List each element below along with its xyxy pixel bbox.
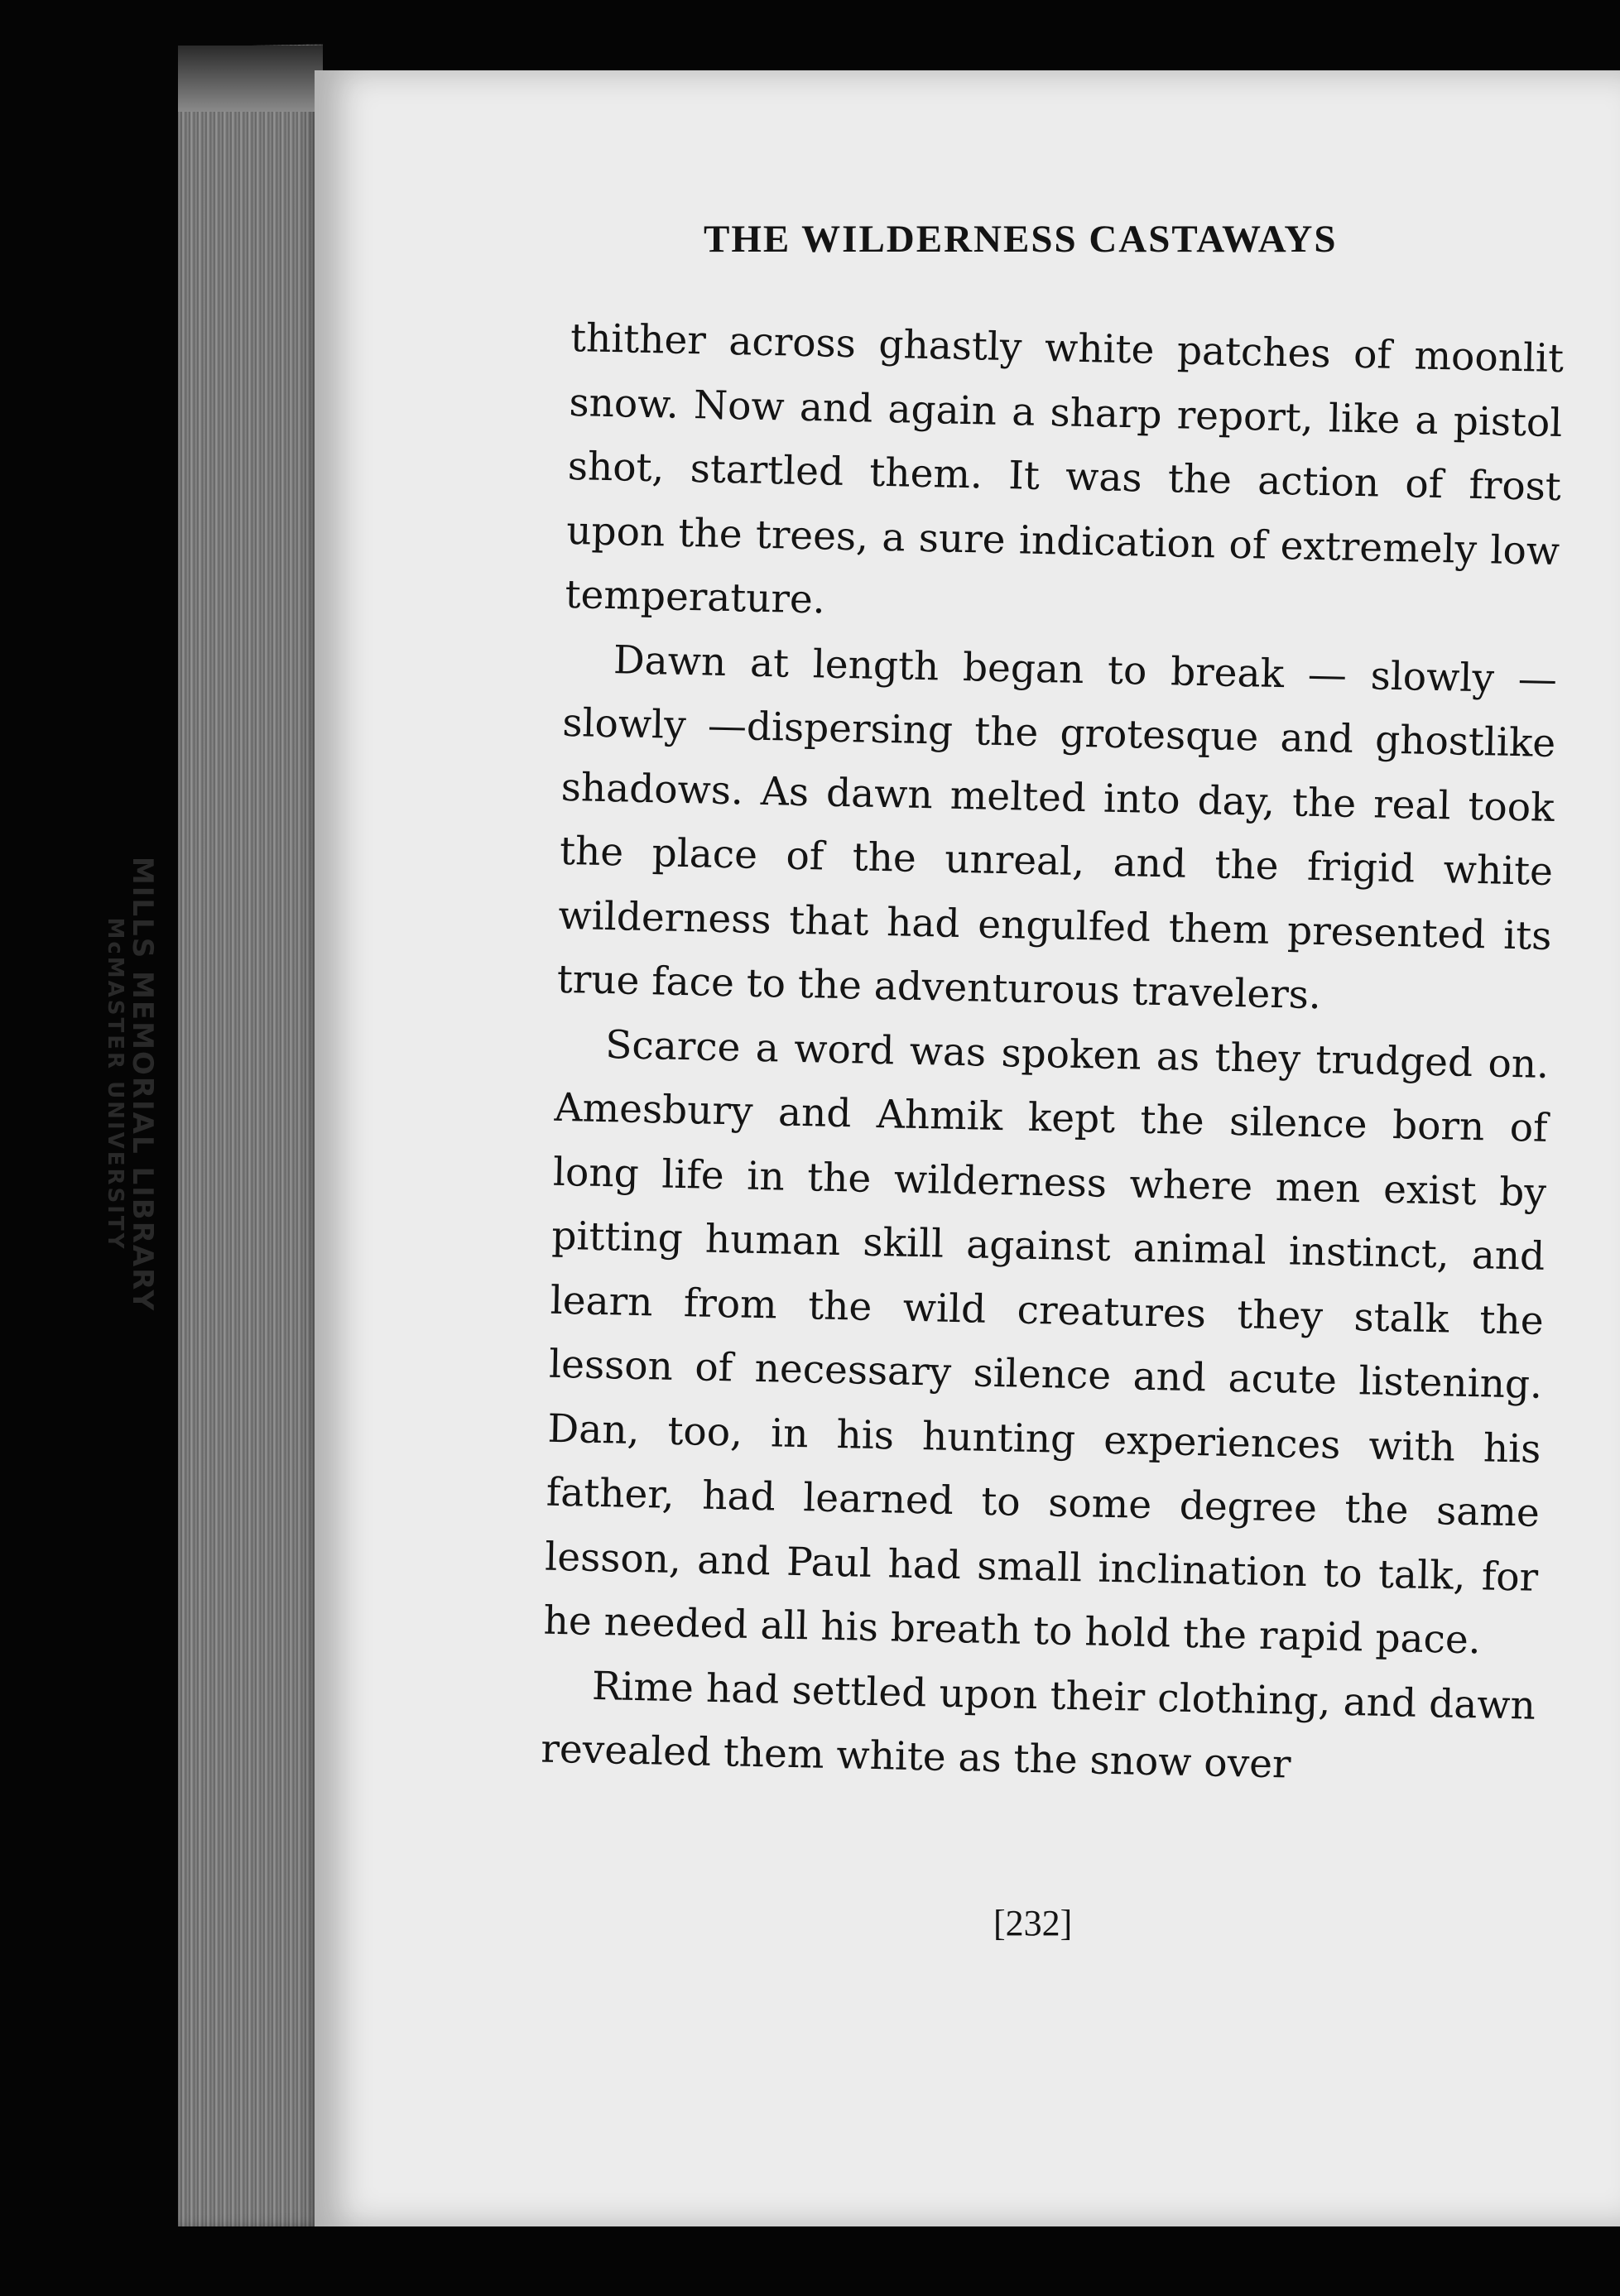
paragraph-4: Rime had settled upon their clothing, and dawn revealed them white as the snow over (540, 1663, 1536, 1788)
paragraph-3: Scarce a word was spoken as they trudged on. Amesbury and Ahmik kept the silence born of long life in the wilderness where men exist by pitting human skill against animal instinct, and learn from the wild creatures they stalk the lesson of necessary silence and acute listening. Dan, too, in his hunting experiences with his father, had learned to some degree the same lesson, and Paul had small inclination to talk, for he needed all his breath to hold the rapid pace. (543, 1021, 1550, 1664)
library-stamp-line2: McMASTER UNIVERSITY (102, 917, 127, 1251)
running-head: THE WILDERNESS CASTAWAYS (704, 218, 1338, 261)
book-page-edges (178, 44, 323, 2231)
page-number: [232] (993, 1903, 1073, 1943)
paragraph-2: Dawn at length began to break — slowly — slowly —dispersing the grotesque and ghostlike shadows. As dawn melted into day, the real took the place of the unreal, and the frigid white wilderness that had engulfed them presented its true face to the adventurous travelers. (556, 636, 1558, 1019)
paragraph-1: thither across ghastly white patches of moonlit snow. Now and again a sharp report, like a pistol shot, startled them. It was the action of frost upon the trees, a sure indication of extremely low temperature. (565, 315, 1565, 623)
scan-background (0, 2226, 1620, 2296)
library-stamp-line1: MILLS MEMORIAL LIBRARY (126, 856, 159, 1313)
library-stamp (66, 853, 157, 1316)
book-edge-shadow (178, 46, 323, 112)
body-text (541, 306, 1565, 1802)
